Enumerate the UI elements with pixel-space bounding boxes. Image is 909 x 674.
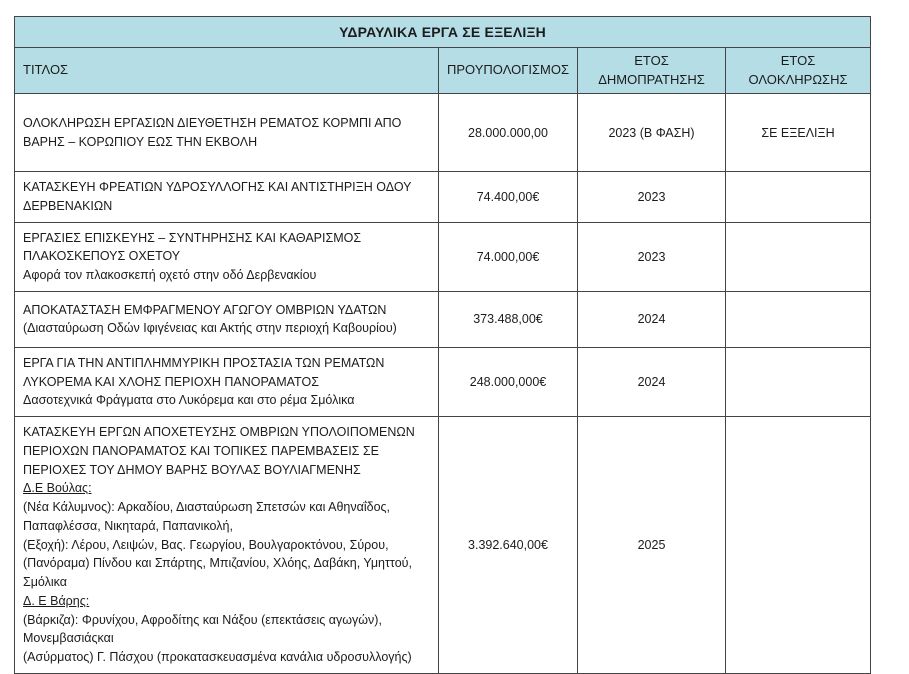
completion-status-value	[726, 417, 871, 674]
table-row	[15, 94, 871, 172]
project-title-cell	[15, 172, 439, 223]
project-title-cell	[15, 222, 439, 291]
completion-status-value	[726, 172, 871, 223]
project-title-cell	[15, 94, 439, 172]
tender-year-value: 2023 (Β ΦΑΣΗ)	[578, 94, 726, 172]
tender-year-value: 2023	[578, 172, 726, 223]
table-title: ΥΔΡΑΥΛΙΚΑ ΕΡΓΑ ΣΕ ΕΞΕΛΙΞΗ	[15, 17, 871, 48]
title-text: ΕΡΓΑΣΙΕΣ ΕΠΙΣΚΕΥΗΣ – ΣΥΝΤΗΡΗΣΗΣ ΚΑΙ ΚΑΘΑΡΙΣΜΟΣ ΠΛΑΚΟΣΚΕΠΟΥΣ ΟΧΕΤΟΥ	[23, 230, 362, 264]
project-title-cell	[15, 291, 439, 347]
tender-year-value: 2024	[578, 347, 726, 416]
title-text: ΚΑΤΑΣΚΕΥΗ ΕΡΓΩΝ ΑΠΟΧΕΤΕΥΣΗΣ ΟΜΒΡΙΩΝ ΥΠΟΛΟΙΠΟΜΕΝΩΝ ΠΕΡΙΟΧΩΝ ΠΑΝΟΡΑΜΑΤΟΣ ΚΑΙ ΤΟΠΙΚΕΣ ΠΑΡΕΜΒΑΣΕΙΣ ΣΕ ΠΕΡΙΟΧΕΣ ΤΟΥ ΔΗΜΟΥ ΒΑΡΗΣ ΒΟΥΛΑΣ ΒΟΥΛΙΑΓΜΕΝΗΣ	[23, 425, 415, 477]
table-row	[15, 417, 871, 674]
column-header-completion-year: ΕΤΟΣ ΟΛΟΚΛΗΡΩΣΗΣ	[726, 48, 871, 94]
column-header-tender-year: ΕΤΟΣ ΔΗΜΟΠΡΑΤΗΣΗΣ	[578, 48, 726, 94]
title-text: (Νέα Κάλυμνος): Αρκαδίου, Διασταύρωση Σπετσών και Αθηναΐδος, Παπαφλέσσα, Νικηταρά, Παπανικολή,	[23, 500, 391, 533]
completion-status-value: ΣΕ ΕΞΕΛΙΞΗ	[726, 94, 871, 172]
completion-status-value	[726, 291, 871, 347]
completion-status-value	[726, 347, 871, 416]
column-header-title: ΤΙΤΛΟΣ	[15, 48, 439, 94]
title-text: Δασοτεχνικά Φράγματα στο Λυκόρεμα και στο ρέμα Σμόλικα	[23, 393, 355, 408]
budget-value: 28.000.000,00	[439, 94, 578, 172]
tender-year-value: 2024	[578, 291, 726, 347]
title-text: (Διασταύρωση Οδών Ιφιγένειας και Ακτής στην περιοχή Καβουρίου)	[23, 321, 397, 336]
budget-value: 3.392.640,00€	[439, 417, 578, 674]
table-title-row	[15, 17, 871, 48]
tender-year-value: 2025	[578, 417, 726, 674]
table-row	[15, 222, 871, 291]
title-text: Μονεμβασιάςκαι	[23, 631, 114, 646]
tender-year-value: 2023	[578, 222, 726, 291]
table-body	[15, 94, 871, 674]
table-row	[15, 172, 871, 223]
table-row	[15, 347, 871, 416]
budget-value: 74.000,00€	[439, 222, 578, 291]
budget-value: 373.488,00€	[439, 291, 578, 347]
project-title-cell	[15, 417, 439, 674]
project-title-cell	[15, 347, 439, 416]
section-heading: Δ. Ε Βάρης:	[23, 593, 90, 608]
budget-value: 74.400,00€	[439, 172, 578, 223]
title-text: ΑΠΟΚΑΤΑΣΤΑΣΗ ΕΜΦΡΑΓΜΕΝΟΥ ΑΓΩΓΟΥ ΟΜΒΡΙΩΝ ΥΔΑΤΩΝ	[23, 302, 387, 317]
table-row	[15, 291, 871, 347]
title-text: (Εξοχή): Λέρου, Λειψών, Βας. Γεωργίου, Βουλγαροκτόνου, Σύρου,	[23, 537, 389, 552]
title-text: ΚΑΤΑΣΚΕΥΗ ΦΡΕΑΤΙΩΝ ΥΔΡΟΣΥΛΛΟΓΗΣ ΚΑΙ ΑΝΤΙΣΤΗΡΙΞΗ ΟΔΟΥ ΔΕΡΒΕΝΑΚΙΩΝ	[23, 180, 412, 213]
title-text: (Βάρκιζα): Φρυνίχου, Αφροδίτης και Νάξου (επεκτάσεις αγωγών),	[23, 612, 382, 627]
column-header-row	[15, 48, 871, 94]
title-text: ΟΛΟΚΛΗΡΩΣΗ ΕΡΓΑΣΙΩΝ ΔΙΕΥΘΕΤΗΣΗ ΡΕΜΑΤΟΣ ΚΟΡΜΠΙ ΑΠΟ ΒΑΡΗΣ – ΚΟΡΩΠΙΟΥ ΕΩΣ ΤΗΝ ΕΚΒΟΛΗ	[23, 115, 402, 149]
completion-status-value	[726, 222, 871, 291]
title-text: (Ασύρματος) Γ. Πάσχου (προκατασκευασμένα κανάλια υδροσυλλογής)	[23, 650, 412, 664]
title-text: Αφορά τον πλακοσκεπή οχετό στην οδό Δερβενακίου	[23, 268, 317, 282]
column-header-budget: ΠΡΟΥΠΟΛΟΓΙΣΜΟΣ	[439, 48, 578, 94]
section-heading: Δ.Ε Βούλας:	[23, 481, 92, 496]
title-text: ΕΡΓΑ ΓΙΑ ΤΗΝ ΑΝΤΙΠΛΗΜΜΥΡΙΚΗ ΠΡΟΣΤΑΣΙΑ ΤΩΝ ΡΕΜΑΤΩΝ ΛΥΚΟΡΕΜΑ ΚΑΙ ΧΛΟΗΣ ΠΕΡΙΟΧΗ ΠΑΝΟΡΑΜΑΤΟΣ	[23, 355, 385, 389]
title-text: (Πανόραμα) Πίνδου και Σπάρτης, Μπιζανίου, Χλόης, Δαβάκη, Υμηττού, Σμόλικα	[23, 556, 412, 589]
hydraulic-works-table	[14, 16, 871, 674]
budget-value: 248.000,000€	[439, 347, 578, 416]
